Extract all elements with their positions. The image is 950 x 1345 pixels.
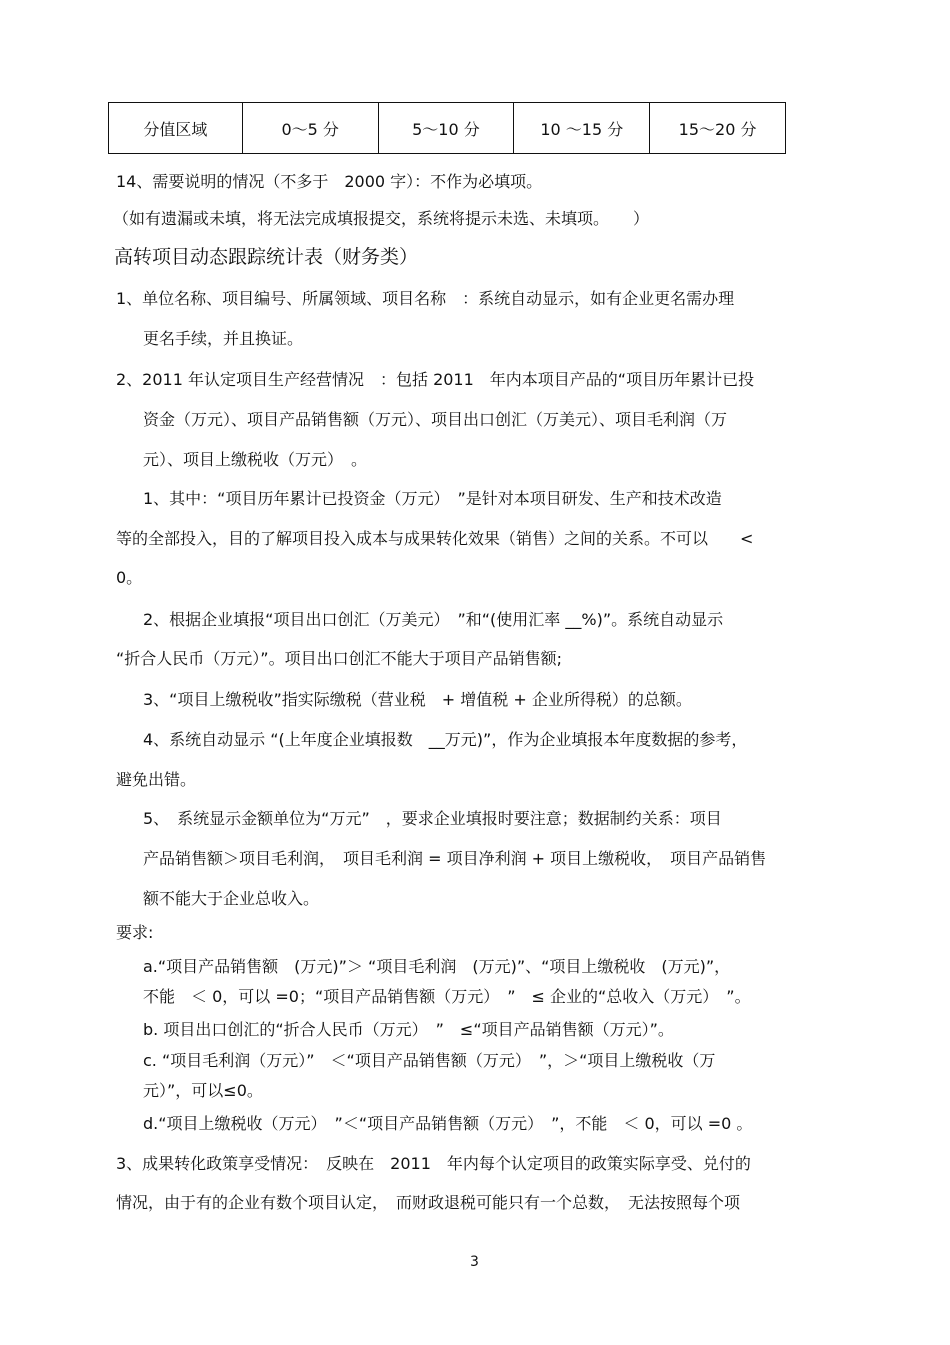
paragraph-line: 5、 系统显示金额单位为“万元” ，要求企业填报时要注意；数据制约关系：项目 bbox=[143, 809, 722, 828]
section-heading: 高转项目动态跟踪统计表（财务类） bbox=[114, 246, 419, 268]
score-range-cell: 5～10 分 bbox=[378, 103, 514, 154]
paragraph-line: 产品销售额＞项目毛利润， 项目毛利润 = 项目净利润 + 项目上缴税收， 项目产品销售 bbox=[143, 849, 767, 868]
paragraph-line: “折合人民币（万元）”。项目出口创汇不能大于项目产品销售额; bbox=[116, 649, 562, 668]
paragraph-line: 4、系统自动显示 “(上年度企业填报数 __万元)”，作为企业填报本年度数据的参考， bbox=[143, 730, 748, 749]
requirement-a-line: 不能 ＜ 0，可以 =0；“项目产品销售额（万元） ” ≤ 企业的“总收入（万元） ”。 bbox=[143, 987, 751, 1006]
score-range-cell: 0～5 分 bbox=[242, 103, 378, 154]
requirements-label: 要求: bbox=[116, 923, 154, 942]
requirement-c-line: 元）”，可以≤0。 bbox=[143, 1081, 263, 1100]
paragraph-line: 3、成果转化政策享受情况： 反映在 2011 年内每个认定项目的政策实际享受、兑付的 bbox=[116, 1154, 751, 1173]
paragraph-line: 资金（万元）、项目产品销售额（万元）、项目出口创汇（万美元）、项目毛利润（万 bbox=[143, 410, 728, 429]
paragraph-line: 情况，由于有的企业有数个项目认定， 而财政退税可能只有一个总数， 无法按照每个项 bbox=[116, 1193, 741, 1212]
requirement-b-line: b. 项目出口创汇的“折合人民币（万元） ” ≤“项目产品销售额（万元）”。 bbox=[143, 1020, 674, 1039]
item-14-text: 14、需要说明的情况（不多于 2000 字）：不作为必填项。 bbox=[116, 172, 543, 191]
paragraph-line: 2、根据企业填报“项目出口创汇（万美元） ”和“(使用汇率 __%)”。系统自动显示 bbox=[143, 610, 724, 629]
requirement-c-line: c. “项目毛利润（万元）” ＜“项目产品销售额（万元） ”，＞“项目上缴税收（万 bbox=[143, 1051, 716, 1070]
paragraph-line: 更名手续，并且换证。 bbox=[143, 329, 304, 348]
paragraph-line: 2、2011 年认定项目生产经营情况 ：包括 2011 年内本项目产品的“项目历年累计已投 bbox=[116, 370, 755, 389]
score-range-label-cell: 分值区域 bbox=[109, 103, 243, 154]
paragraph-line: 元）、项目上缴税收（万元） 。 bbox=[143, 450, 368, 469]
paragraph-line: 0。 bbox=[116, 568, 143, 587]
paragraph-line: 等的全部投入，目的了解项目投入成本与成果转化效果（销售）之间的关系。不可以 < bbox=[116, 529, 754, 548]
score-range-cell: 10 ～15 分 bbox=[514, 103, 650, 154]
table-row bbox=[109, 103, 786, 154]
score-range-cell: 15～20 分 bbox=[650, 103, 786, 154]
paragraph-line: 避免出错。 bbox=[116, 770, 197, 789]
requirement-a-line: a.“项目产品销售额 (万元)”＞ “项目毛利润 (万元)”、“项目上缴税收 (万元)”， bbox=[143, 957, 731, 976]
paragraph-line: 额不能大于企业总收入。 bbox=[143, 889, 320, 908]
page-number: 3 bbox=[470, 1254, 479, 1270]
score-range-table bbox=[108, 102, 786, 154]
paragraph-line: 1、其中：“项目历年累计已投资金（万元） ”是针对本项目研发、生产和技术改造 bbox=[143, 489, 722, 508]
requirement-d-line: d.“项目上缴税收（万元） ”＜“项目产品销售额（万元） ”，不能 ＜ 0，可以 =0 。 bbox=[143, 1114, 753, 1133]
paragraph-line: 1、单位名称、项目编号、所属领域、项目名称 ：系统自动显示，如有企业更名需办理 bbox=[116, 289, 735, 308]
paragraph-line: 3、“项目上缴税收”指实际缴税（营业税 + 增值税 + 企业所得税）的总额。 bbox=[143, 690, 692, 709]
note-text: （如有遗漏或未填，将无法完成填报提交，系统将提示未选、未填项。 ） bbox=[113, 209, 650, 228]
